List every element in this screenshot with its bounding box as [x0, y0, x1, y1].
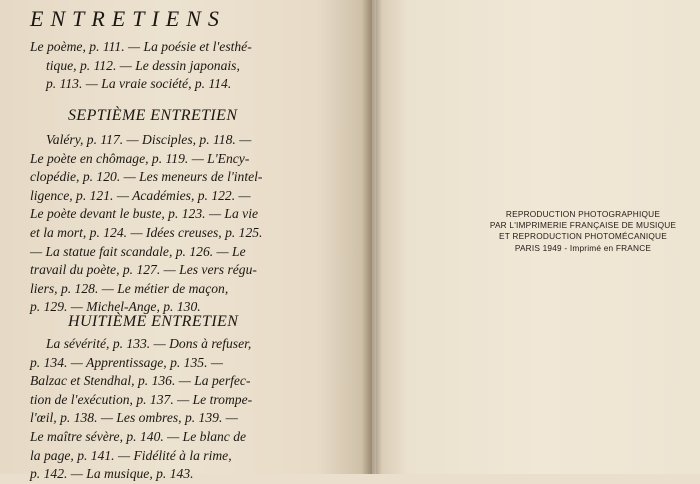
entry-line: p. 129. — Michel-Ange, p. 130. [30, 299, 201, 315]
printer-imprint [483, 209, 683, 254]
entry-line: tion de l'exécution, p. 137. — Le trompe- [30, 391, 253, 407]
entry-line: La sévérité, p. 133. — Dons à refuser, [46, 336, 252, 351]
book-gutter [362, 0, 382, 474]
imprint-line: PAR L'IMPRIMERIE FRANÇAISE DE MUSIQUE [489, 220, 677, 231]
intro-entries [30, 38, 350, 94]
imprint-line: ET REPRODUCTION PHOTOMÉCANIQUE [499, 231, 667, 242]
entry-line: liers, p. 128. — Le métier de maçon, [30, 280, 229, 296]
entry-line: — La statue fait scandale, p. 126. — Le [30, 243, 246, 259]
entry-line: l'œil, p. 138. — Les ombres, p. 139. — [30, 410, 238, 426]
huitieme-entries [30, 335, 350, 484]
entry-line: ligence, p. 121. — Académies, p. 122. — [30, 187, 251, 203]
entry-line: Valéry, p. 117. — Disciples, p. 118. — [46, 132, 252, 147]
entry-line: Balzac et Stendhal, p. 136. — La perfec- [30, 373, 251, 389]
entry-line: p. 142. — La musique, p. 143. [30, 466, 194, 482]
imprint-line: PARIS 1949 - Imprimé en FRANCE [514, 242, 652, 253]
entry-line: p. 113. — La vraie société, p. 114. [46, 76, 232, 92]
entry-line: p. 134. — Apprentissage, p. 135. — [30, 354, 223, 370]
entry-line: travail du poète, p. 127. — Les vers régu- [30, 262, 257, 278]
running-head: ENTRETIENS [30, 6, 226, 31]
entry-line: Le maître sévère, p. 140. — Le blanc de [30, 428, 247, 444]
section-title-huitieme: HUITIÈME ENTRETIEN [68, 313, 239, 330]
entry-line: Le poète devant le buste, p. 123. — La vie [30, 206, 259, 222]
entry-line: et la mort, p. 124. — Idées creuses, p. 125. [30, 224, 263, 240]
entry-line: tique, p. 112. — Le dessin japonais, [46, 57, 240, 73]
entry-line: clopédie, p. 120. — Les meneurs de l'intel- [30, 169, 263, 185]
section-title-septieme: SEPTIÈME ENTRETIEN [68, 107, 238, 124]
entry-line: Le poème, p. 111. — La poésie et l'esthé- [30, 39, 252, 54]
septieme-entries [30, 131, 350, 317]
entry-line: Le poète en chômage, p. 119. — L'Ency- [30, 150, 250, 166]
entry-line: la page, p. 141. — Fidélité à la rime, [30, 447, 232, 463]
imprint-line: REPRODUCTION PHOTOGRAPHIQUE [505, 209, 661, 219]
